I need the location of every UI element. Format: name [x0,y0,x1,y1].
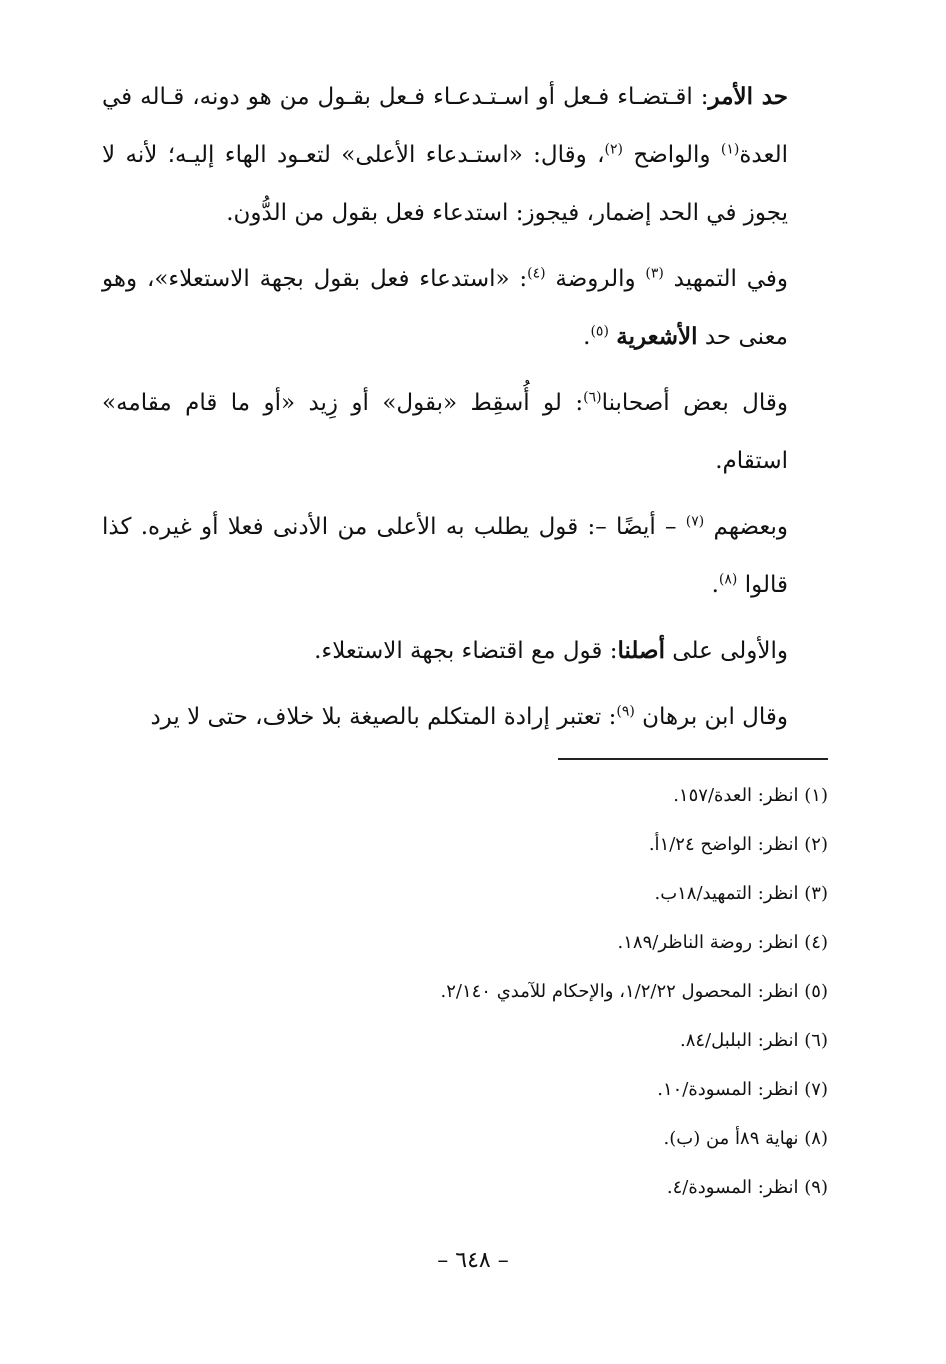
text-segment: والأولى على [664,638,788,664]
text-segment: والروضة [545,266,646,292]
text-segment: يجوز في الحد إضمار، فيجوز: استدعاء فعل بقول من الدُّون. [226,200,788,226]
footnote-separator [558,758,828,760]
text-segment: : قول مع اقتضاء بجهة الاستعلاء. [314,638,618,664]
text-segment: والواضح [623,142,721,168]
text-segment: وهو معنى حد [102,266,788,350]
page-number: – ٦٤٨ – [437,1248,509,1273]
text-segment: : اقـتضـاء فـعل أو اسـتـدعـاء فـعل بقـول من هو دونه، قـاله في [102,84,709,110]
footnote-9: (٩) انظر: المسودة/٤. [666,1177,828,1198]
text-segment: العدة [739,142,788,168]
footnote-4: (٤) انظر: روضة الناظر/١٨٩. [617,932,828,953]
footnote-1: (١) انظر: العدة/١٥٧. [673,785,828,806]
footnote-ref-5[interactable]: (٥) [590,323,609,340]
footnote-3: (٣) انظر: التمهيد/١٨ب. [654,883,828,904]
text-segment: وقال بعض أصحابنا [601,390,788,416]
text-segment: ، وقال: «استـدعاء الأعلى» لتعـود الهاء إليـه؛ لأنه لا [102,142,605,168]
footnote-2: (٢) انظر: الواضح ١/٢٤أ. [648,834,828,855]
paragraph-our-principle [102,622,788,680]
main-text [102,68,788,754]
footnote-8: (٨) نهاية ٨٩أ من (ب). [663,1128,828,1149]
text-segment: وفي التمهيد [663,266,789,292]
term-ashariyya: الأشعرية [616,323,698,350]
text-segment: وقال ابن برهان [634,704,788,730]
term-aslina: أصلنا [617,637,665,664]
text-segment: . [583,324,591,350]
term-hadd-al-amr: حد الأمر [708,83,788,110]
footnote-6: (٦) انظر: البلبل/٨٤. [679,1030,828,1051]
footnote-ref-3[interactable]: (٣) [645,265,664,282]
footnote-ref-7[interactable]: (٧) [685,513,705,530]
text-segment: وبعضهم [704,514,788,540]
footnote-ref-4[interactable]: (٤) [527,265,546,282]
footnote-ref-1[interactable]: (١) [720,141,740,158]
footnotes [300,780,828,1221]
paragraph-tamhid-rawda [102,250,788,366]
paragraph-definition-of-command [102,68,788,242]
footnote-ref-6[interactable]: (٦) [583,389,602,406]
text-segment: – أيضًا –: قول يطلب به الأعلى من الأدنى فعلا أو غيره. [140,514,686,540]
text-segment: . [711,572,719,598]
paragraph-some-of-them [102,498,788,614]
text-segment: : تعتبر إرادة المتكلم بالصيغة بلا خلاف، حتى لا يرد [150,704,617,730]
footnote-7: (٧) انظر: المسودة/١٠. [657,1079,828,1100]
text-segment: : لو أُسقِط «بقول» أو زِيد «أو ما قام مقامه» [102,390,584,416]
footnote-ref-2[interactable]: (٢) [604,141,623,158]
footnote-ref-9[interactable]: (٩) [616,703,635,720]
text-segment: استقام. [715,448,788,474]
text-segment: : «استدعاء فعل بقول بجهة الاستعلاء»، [146,266,528,292]
paragraph-ibn-burhan [102,688,788,746]
text-segment: كذا قالوا [102,514,788,598]
footnote-ref-8[interactable]: (٨) [718,571,738,588]
paragraph-some-companions [102,374,788,490]
footnote-5: (٥) انظر: المحصول ١/٢/٢٢، والإحكام للآمدي ٢/١٤٠. [440,981,828,1002]
